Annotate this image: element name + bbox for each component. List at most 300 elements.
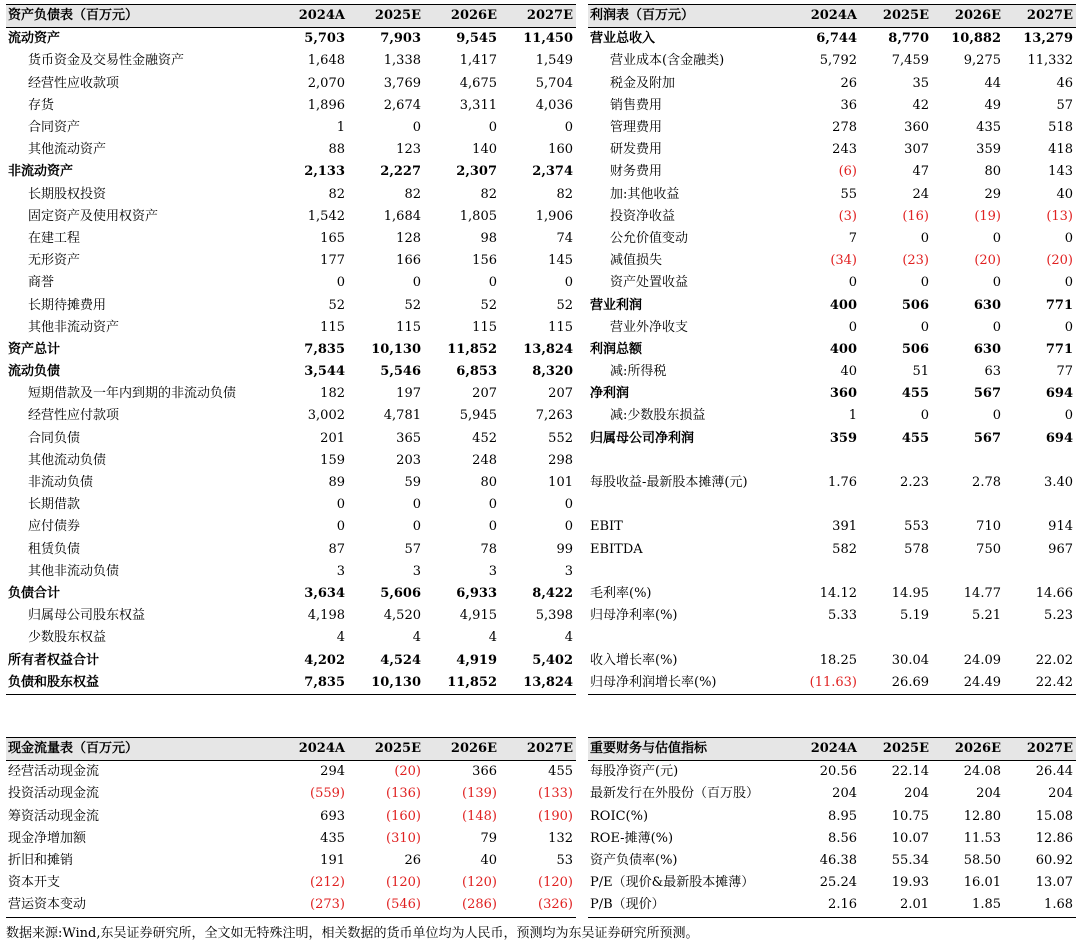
cell-value: 11,450 [523, 31, 573, 47]
cell-value: (148) [462, 808, 497, 824]
cell-value: (546) [348, 894, 424, 917]
row-label: 经营性应收款项 [28, 75, 120, 91]
cell-value: 49 [984, 97, 1001, 113]
cell-value: 582 [832, 541, 857, 557]
cell-value: 74 [556, 230, 573, 246]
cell-value: 18.25 [819, 652, 857, 668]
cell-value: 0 [920, 230, 929, 246]
row-label: 税金及附加 [610, 75, 676, 91]
table-row [6, 272, 576, 294]
row-label: 租赁负债 [28, 541, 81, 557]
cell-value: 8,770 [888, 31, 929, 47]
row-label: 减:所得税 [610, 364, 667, 380]
cell-value: 7,263 [535, 408, 573, 424]
table-row [588, 73, 1076, 95]
cell-value: 42 [912, 97, 929, 113]
table-row [6, 294, 576, 316]
cell-value: 1,417 [459, 53, 497, 69]
cell-value: 518 [1048, 120, 1073, 136]
year-header: 2026E [932, 738, 1004, 761]
cell-value: 360 [904, 120, 929, 136]
cell-value: 6,744 [816, 31, 857, 47]
cash-flow-table [6, 737, 576, 918]
cell-value: 197 [396, 386, 421, 402]
cell-value: 0 [920, 408, 929, 424]
cell-value: 552 [548, 430, 573, 446]
cell-value: 455 [548, 764, 573, 780]
row-label: 固定资产及使用权资产 [28, 208, 159, 224]
row-label: 非流动资产 [8, 164, 74, 180]
cell-value: 0 [412, 275, 421, 291]
table-row [6, 783, 576, 805]
row-label: 归母净利润增长率(%) [588, 672, 788, 695]
table-row [6, 583, 576, 605]
cell-value: 360 [829, 386, 857, 402]
table-row [6, 50, 576, 72]
row-label: 流动资产 [8, 31, 61, 47]
table-row [6, 184, 576, 206]
cell-value: 204 [976, 786, 1001, 802]
row-label [588, 627, 788, 649]
cell-value: (120) [538, 875, 573, 891]
cell-value: 0 [564, 497, 573, 513]
cell-value: (120) [386, 875, 421, 891]
cell-value: 2.01 [860, 894, 932, 917]
cell-value: 5.23 [1044, 608, 1073, 624]
cell-value: 365 [396, 430, 421, 446]
cell-value: 400 [829, 297, 857, 313]
cell-value: 750 [976, 541, 1001, 557]
table-row [588, 539, 1076, 561]
cell-value: 630 [973, 297, 1001, 313]
cell-value: 0 [920, 275, 929, 291]
cell-value: 455 [901, 430, 929, 446]
table-row [588, 806, 1076, 828]
cell-value: 1,549 [535, 53, 573, 69]
cell-value: 391 [832, 519, 857, 535]
year-header: 2026E [424, 738, 500, 761]
row-label [588, 450, 788, 472]
cell-value: 4,524 [380, 652, 421, 668]
cell-value: 1.76 [828, 475, 857, 491]
cell-value: 52 [328, 297, 345, 313]
cell-value: 2.23 [900, 475, 929, 491]
table-row [6, 28, 576, 51]
cell-value: (160) [386, 808, 421, 824]
cell-value: 359 [829, 430, 857, 446]
row-label: 非流动负债 [28, 475, 94, 491]
row-label: 负债和股东权益 [6, 672, 272, 695]
cell-value [1004, 494, 1076, 516]
row-label: 资产负债率(%) [590, 853, 678, 869]
cell-value: 0 [488, 497, 497, 513]
table-row [6, 339, 576, 361]
cell-value: 52 [404, 297, 421, 313]
row-label: 利润总额 [590, 341, 643, 357]
cell-value: 914 [1048, 519, 1073, 535]
cell-value [932, 494, 1004, 516]
row-label: 归属母公司净利润 [590, 430, 695, 446]
table-row [588, 383, 1076, 405]
cell-value: 24.49 [932, 672, 1004, 695]
cell-value: 8,320 [532, 364, 573, 380]
cell-value: 0 [336, 275, 345, 291]
row-label: 少数股东权益 [28, 630, 107, 646]
cell-value [788, 494, 860, 516]
cell-value: (20) [1046, 253, 1073, 269]
cell-value: 1,338 [383, 53, 421, 69]
table-row [6, 828, 576, 850]
table-row [6, 761, 576, 784]
cell-value: 13,824 [523, 341, 573, 357]
cell-value [860, 627, 932, 649]
cell-value: 4,919 [456, 652, 497, 668]
key-metrics-table [588, 737, 1076, 918]
table-row [6, 561, 576, 583]
cell-value: 115 [396, 319, 421, 335]
cell-value: 0 [564, 120, 573, 136]
table-row [6, 539, 576, 561]
cell-value: (16) [902, 208, 929, 224]
cell-value [1004, 627, 1076, 649]
cell-value: 14.66 [1035, 585, 1073, 601]
row-label: 管理费用 [610, 120, 663, 136]
row-label: 其他非流动负债 [28, 563, 120, 579]
table-row [588, 95, 1076, 117]
cell-value: 4 [412, 630, 421, 646]
table-row [588, 117, 1076, 139]
cell-value: 160 [548, 142, 573, 158]
cell-value: (3) [838, 208, 857, 224]
table-row [6, 872, 576, 894]
year-header: 2025E [348, 5, 424, 28]
cell-value: 40 [480, 853, 497, 869]
cell-value: 29 [984, 186, 1001, 202]
cell-value: 191 [320, 853, 345, 869]
table-row [588, 184, 1076, 206]
cell-value: 1,896 [307, 97, 345, 113]
row-label: 营业外净收支 [610, 319, 689, 335]
table-row [588, 872, 1076, 894]
cell-value: 771 [1045, 341, 1073, 357]
cell-value: 11.53 [963, 830, 1001, 846]
year-header: 2024A [788, 738, 860, 761]
cell-value: 506 [901, 297, 929, 313]
row-label: 其他流动资产 [28, 142, 107, 158]
table-row [588, 783, 1076, 805]
cell-value: 166 [396, 253, 421, 269]
cell-value: 80 [984, 164, 1001, 180]
table-row [588, 294, 1076, 316]
cell-value: 455 [901, 386, 929, 402]
cell-value: 7,835 [272, 672, 348, 695]
cell-value: 1,805 [459, 208, 497, 224]
row-label: P/E（现价&最新股本摊薄） [590, 875, 755, 891]
year-header: 2024A [788, 5, 860, 28]
cell-value: (133) [538, 786, 573, 802]
table-row [588, 250, 1076, 272]
cell-value: 6,853 [456, 364, 497, 380]
row-label: 长期借款 [28, 497, 81, 513]
cell-value: 3,634 [304, 585, 345, 601]
table-row [6, 95, 576, 117]
cell-value: 771 [1045, 297, 1073, 313]
cell-value: 9,545 [456, 31, 497, 47]
table-row [6, 73, 576, 95]
cell-value: 8,422 [532, 585, 573, 601]
cell-value: 967 [1048, 541, 1073, 557]
cell-value [860, 561, 932, 583]
cell-value: 1,648 [307, 53, 345, 69]
table-row [588, 649, 1076, 671]
cell-value: 567 [973, 430, 1001, 446]
table-row [6, 361, 576, 383]
source-note: 数据来源:Wind,东吴证券研究所，全文如无特殊注明，相关数据的货币单位均为人民币，预测均为东吴证券研究所预测。 [6, 926, 699, 941]
cell-value: 19.93 [891, 875, 929, 891]
cell-value: 115 [320, 319, 345, 335]
cell-value: (310) [386, 830, 421, 846]
cell-value: (20) [394, 764, 421, 780]
row-label: 负债合计 [8, 585, 61, 601]
cell-value: 46.38 [819, 853, 857, 869]
cell-value: 159 [320, 452, 345, 468]
row-label: 净利润 [590, 386, 630, 402]
row-label: 经营活动现金流 [8, 764, 100, 780]
row-label: 无形资产 [28, 253, 81, 269]
cell-value: 2,133 [304, 164, 345, 180]
cell-value: (34) [830, 253, 857, 269]
cell-value: 11,852 [424, 672, 500, 695]
cell-value: 5,606 [380, 585, 421, 601]
cell-value: 7,903 [380, 31, 421, 47]
row-label: 收入增长率(%) [590, 652, 678, 668]
cell-value: (136) [386, 786, 421, 802]
row-label: 其他流动负债 [28, 452, 107, 468]
cell-value: 5,402 [532, 652, 573, 668]
cell-value: 2,374 [532, 164, 573, 180]
row-label: 短期借款及一年内到期的非流动负债 [28, 386, 237, 402]
cell-value: 10,130 [348, 672, 424, 695]
cell-value: 9,275 [963, 53, 1001, 69]
cell-value: (19) [974, 208, 1001, 224]
cell-value: 0 [1064, 319, 1073, 335]
cell-value: 5.21 [972, 608, 1001, 624]
cell-value: 5,703 [304, 31, 345, 47]
cell-value: 89 [328, 475, 345, 491]
cell-value: 418 [1048, 142, 1073, 158]
cell-value: 52 [556, 297, 573, 313]
table-row [588, 894, 1076, 917]
cell-value: 13,279 [1023, 31, 1073, 47]
cell-value: 2.78 [972, 475, 1001, 491]
row-label: 归属母公司股东权益 [28, 608, 146, 624]
year-header: 2025E [860, 738, 932, 761]
cell-value: 22.02 [1035, 652, 1073, 668]
table-row [6, 627, 576, 649]
cell-value: 13.07 [1035, 875, 1073, 891]
row-label [588, 561, 788, 583]
cell-value: 0 [992, 319, 1001, 335]
cell-value: 177 [320, 253, 345, 269]
cell-value: 55.34 [891, 853, 929, 869]
cell-value [1004, 450, 1076, 472]
cell-value: 2,674 [383, 97, 421, 113]
table-header-row [6, 5, 576, 28]
row-label: ROE-摊薄(%) [590, 830, 674, 846]
cell-value: 14.12 [819, 585, 857, 601]
cell-value [932, 627, 1004, 649]
cell-value: 0 [488, 275, 497, 291]
table-title: 现金流量表（百万元） [6, 738, 272, 761]
cell-value: 115 [472, 319, 497, 335]
year-header: 2024A [272, 738, 348, 761]
row-label: 折旧和摊销 [8, 853, 74, 869]
table-header-row [588, 738, 1076, 761]
cell-value: 24 [912, 186, 929, 202]
table-row [6, 117, 576, 139]
cell-value: 0 [848, 275, 857, 291]
cell-value: 35 [912, 75, 929, 91]
cell-value: 182 [320, 386, 345, 402]
cell-value: 7,459 [891, 53, 929, 69]
row-label: 每股收益-最新股本摊薄(元) [590, 475, 748, 491]
cell-value: 22.14 [891, 764, 929, 780]
table-row [588, 317, 1076, 339]
table-row [588, 339, 1076, 361]
cell-value: (6) [838, 164, 857, 180]
cell-value: 115 [548, 319, 573, 335]
cell-value: 0 [564, 519, 573, 535]
cell-value: 4,915 [459, 608, 497, 624]
table-row [588, 272, 1076, 294]
year-header: 2025E [348, 738, 424, 761]
cell-value: 0 [1064, 275, 1073, 291]
row-label: 合同负债 [28, 430, 81, 446]
cell-value: 294 [320, 764, 345, 780]
row-label: 资本开支 [8, 875, 61, 891]
table-row [6, 250, 576, 272]
cell-value: (212) [310, 875, 345, 891]
table-title: 重要财务与估值指标 [588, 738, 788, 761]
cell-value: 2,070 [307, 75, 345, 91]
cell-value: 53 [556, 853, 573, 869]
row-label: 存货 [28, 97, 55, 113]
row-label: 筹资活动现金流 [8, 808, 100, 824]
row-label: 经营性应付款项 [28, 408, 120, 424]
cell-value: 51 [912, 364, 929, 380]
cell-value: 12.86 [1035, 830, 1073, 846]
row-label: 营运资本变动 [6, 894, 272, 917]
cell-value: 0 [564, 275, 573, 291]
cell-value: 0 [992, 230, 1001, 246]
table-row [6, 472, 576, 494]
row-label: 投资活动现金流 [8, 786, 100, 802]
cell-value: 40 [1056, 186, 1073, 202]
table-row [6, 317, 576, 339]
cell-value: 6,933 [456, 585, 497, 601]
cell-value: 248 [472, 452, 497, 468]
cell-value: (190) [538, 808, 573, 824]
cell-value: 7 [848, 230, 857, 246]
cell-value: 36 [840, 97, 857, 113]
cell-value: 44 [984, 75, 1001, 91]
cell-value: (20) [974, 253, 1001, 269]
cell-value: 553 [904, 519, 929, 535]
cell-value: 0 [992, 275, 1001, 291]
cell-value: 201 [320, 430, 345, 446]
cell-value: 16.01 [963, 875, 1001, 891]
cell-value: 165 [320, 230, 345, 246]
cell-value: 3,311 [459, 97, 497, 113]
cell-value: 26.69 [860, 672, 932, 695]
cell-value: (11.63) [788, 672, 860, 695]
table-row [588, 228, 1076, 250]
row-label: EBITDA [590, 541, 643, 557]
row-label: 投资净收益 [610, 208, 676, 224]
table-row [6, 494, 576, 516]
cell-value: 435 [320, 830, 345, 846]
table-row [588, 605, 1076, 627]
cell-value: 145 [548, 253, 573, 269]
cell-value: 0 [488, 519, 497, 535]
row-label: ROIC(%) [590, 808, 649, 824]
row-label: 应付债券 [28, 519, 81, 535]
table-row [588, 672, 1076, 695]
cell-value: 207 [548, 386, 573, 402]
row-label: 公允价值变动 [610, 230, 689, 246]
cell-value: 140 [472, 142, 497, 158]
table-row [588, 428, 1076, 450]
row-label [588, 494, 788, 516]
cell-value: 10.07 [891, 830, 929, 846]
cell-value: 203 [396, 452, 421, 468]
cell-value: 78 [480, 541, 497, 557]
cell-value: 4,202 [304, 652, 345, 668]
table-row [588, 50, 1076, 72]
cell-value: 22.42 [1004, 672, 1076, 695]
cell-value: (139) [462, 786, 497, 802]
row-label: 其他非流动资产 [28, 319, 120, 335]
table-row [588, 139, 1076, 161]
cell-value: 204 [904, 786, 929, 802]
row-label: 长期股权投资 [28, 186, 107, 202]
cell-value: 47 [912, 164, 929, 180]
cell-value: (120) [462, 875, 497, 891]
cell-value: 1 [848, 408, 857, 424]
cell-value: 578 [904, 541, 929, 557]
row-label: 每股净资产(元) [590, 764, 679, 780]
cell-value: 12.80 [963, 808, 1001, 824]
row-label: 营业总收入 [590, 31, 656, 47]
cell-value: (286) [424, 894, 500, 917]
cell-value: 4 [488, 630, 497, 646]
cell-value: 79 [480, 830, 497, 846]
cell-value: 8.95 [828, 808, 857, 824]
row-label: 货币资金及交易性金融资产 [28, 53, 185, 69]
cell-value: 11,852 [447, 341, 497, 357]
row-label: 在建工程 [28, 230, 81, 246]
table-row [588, 494, 1076, 516]
cell-value [860, 450, 932, 472]
row-label: 减值损失 [610, 253, 663, 269]
cell-value: 123 [396, 142, 421, 158]
table-row [6, 228, 576, 250]
cell-value: 14.95 [891, 585, 929, 601]
table-row [588, 361, 1076, 383]
row-label: 归母净利率(%) [590, 608, 678, 624]
cell-value: 3 [336, 563, 345, 579]
cell-value: 1 [336, 120, 345, 136]
